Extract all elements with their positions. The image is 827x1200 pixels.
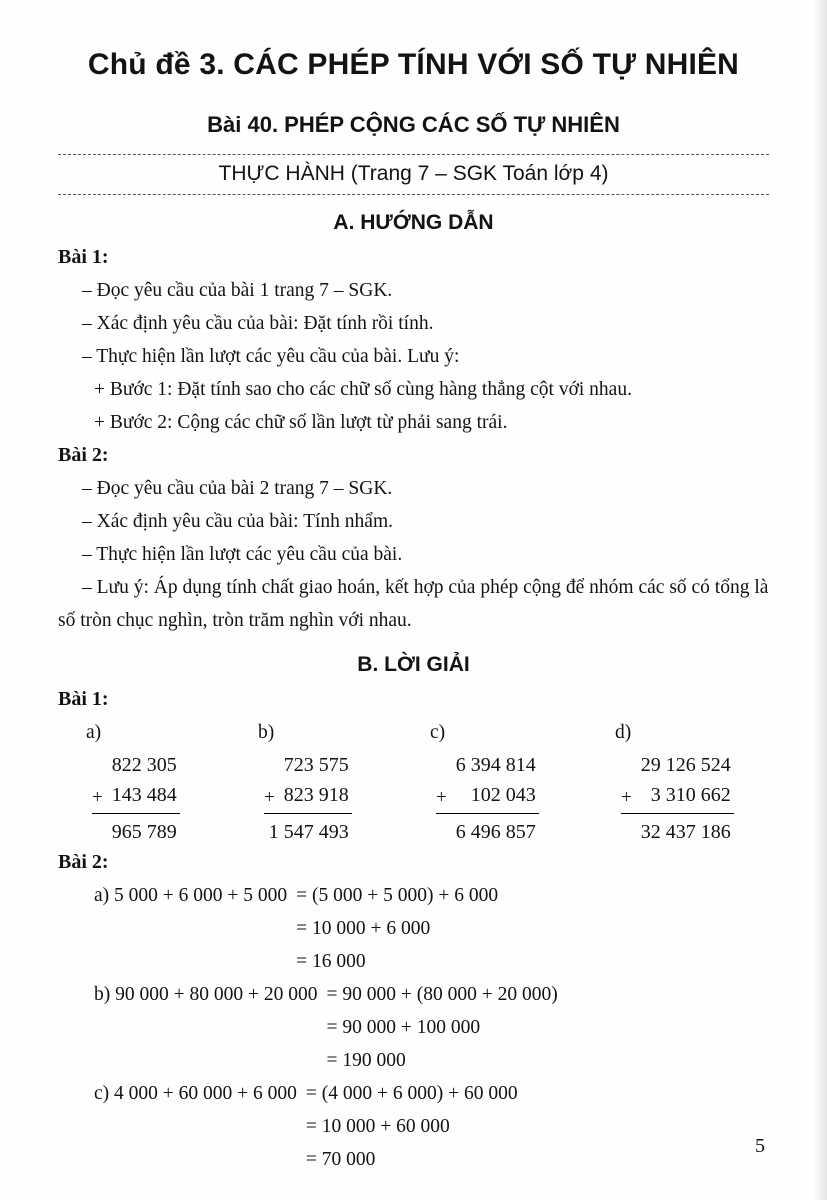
section-b-heading: B. LỜI GIẢI bbox=[357, 653, 470, 676]
plus-sign: + bbox=[92, 787, 103, 808]
page-number: 5 bbox=[755, 1135, 765, 1157]
plus-sign: + bbox=[436, 787, 447, 808]
solution-bai2-label: Bài 2: bbox=[58, 851, 109, 873]
equation-left-spacer bbox=[94, 1110, 306, 1143]
solution-bai1-label: Bài 1: bbox=[58, 688, 109, 710]
addition-label: a) bbox=[86, 722, 102, 743]
addition-column bbox=[430, 718, 615, 846]
addition-column bbox=[615, 718, 769, 846]
addend-2: 3 310 662 bbox=[650, 784, 731, 806]
section-a-heading: A. HƯỚNG DẪN bbox=[333, 211, 494, 234]
addend-1: 6 394 814 bbox=[455, 754, 536, 776]
equation-step: = 10 000 + 60 000 bbox=[305, 1116, 450, 1137]
addend-2: 143 484 bbox=[111, 784, 177, 806]
lesson-title: Bài 40. PHÉP CỘNG CÁC SỐ TỰ NHIÊN bbox=[207, 112, 620, 137]
addition-sum: 32 437 186 bbox=[640, 821, 731, 843]
guide-item: – Xác định yêu cầu của bài: Tính nhẩm. bbox=[82, 511, 394, 532]
additions-row bbox=[86, 718, 769, 846]
equation-left-spacer bbox=[94, 912, 296, 945]
equation-step: = (4 000 + 6 000) + 60 000 bbox=[305, 1083, 518, 1104]
equation-left-spacer bbox=[94, 945, 296, 978]
guide-bai1-label: Bài 1: bbox=[58, 246, 109, 268]
equation-step: = 190 000 bbox=[326, 1050, 406, 1071]
equation-step: = 90 000 + (80 000 + 20 000) bbox=[326, 984, 558, 1005]
addend-1: 822 305 bbox=[111, 754, 177, 776]
equation-left: c) 4 000 + 60 000 + 6 000 bbox=[94, 1083, 297, 1104]
addition-label: c) bbox=[430, 722, 446, 743]
addend-1: 29 126 524 bbox=[640, 754, 731, 776]
equation-step: = (5 000 + 5 000) + 6 000 bbox=[296, 885, 499, 906]
equation-step: = 16 000 bbox=[296, 951, 366, 972]
guide-item: – Lưu ý: Áp dụng tính chất giao hoán, kết hợp của phép cộng để nhóm các số có tổng là số tròn chục nghìn, tròn trăm nghìn với nhau. bbox=[58, 577, 769, 631]
equation-step: = 10 000 + 6 000 bbox=[296, 918, 431, 939]
equation-group-b bbox=[94, 978, 558, 1077]
addition-column bbox=[258, 718, 430, 846]
addition-column bbox=[86, 718, 258, 846]
addend-2: 102 043 bbox=[470, 784, 536, 806]
equation-group-a bbox=[94, 879, 498, 978]
vertical-addition bbox=[264, 750, 352, 846]
chapter-title: Chủ đề 3. CÁC PHÉP TÍNH VỚI SỐ TỰ NHIÊN bbox=[87, 48, 740, 81]
guide-step: + Bước 1: Đặt tính sao cho các chữ số cùng hàng thẳng cột với nhau. bbox=[94, 379, 632, 400]
guide-bai2-label: Bài 2: bbox=[58, 444, 109, 466]
equation-left-spacer bbox=[94, 1143, 306, 1176]
guide-item: – Đọc yêu cầu của bài 1 trang 7 – SGK. bbox=[82, 280, 393, 301]
equation-step: = 90 000 + 100 000 bbox=[326, 1017, 481, 1038]
addend-2: 823 918 bbox=[283, 784, 349, 806]
plus-sign: + bbox=[621, 787, 632, 808]
equation-left-spacer bbox=[94, 1044, 327, 1077]
plus-sign: + bbox=[264, 787, 275, 808]
addition-label: b) bbox=[258, 722, 275, 743]
equation-left: b) 90 000 + 80 000 + 20 000 bbox=[94, 984, 318, 1005]
vertical-addition bbox=[436, 750, 539, 846]
addend-1: 723 575 bbox=[283, 754, 349, 776]
vertical-addition bbox=[92, 750, 180, 846]
equation-group-c bbox=[94, 1077, 518, 1176]
addition-sum: 965 789 bbox=[111, 821, 177, 843]
guide-step: + Bước 2: Cộng các chữ số lần lượt từ phải sang trái. bbox=[94, 412, 508, 433]
guide-item: – Thực hiện lần lượt các yêu cầu của bài. Lưu ý: bbox=[82, 346, 460, 367]
addition-label: d) bbox=[615, 722, 632, 743]
guide-item: – Xác định yêu cầu của bài: Đặt tính rồi tính. bbox=[82, 313, 434, 334]
vertical-addition bbox=[621, 750, 734, 846]
practice-header: THỰC HÀNH (Trang 7 – SGK Toán lớp 4) bbox=[58, 154, 769, 195]
equation-left: a) 5 000 + 6 000 + 5 000 bbox=[94, 885, 288, 906]
guide-item: – Thực hiện lần lượt các yêu cầu của bài. bbox=[82, 544, 403, 565]
equation-left-spacer bbox=[94, 1011, 327, 1044]
addition-sum: 1 547 493 bbox=[268, 821, 349, 843]
guide-item: – Đọc yêu cầu của bài 2 trang 7 – SGK. bbox=[82, 478, 393, 499]
addition-sum: 6 496 857 bbox=[455, 821, 536, 843]
equation-step: = 70 000 bbox=[305, 1149, 376, 1170]
